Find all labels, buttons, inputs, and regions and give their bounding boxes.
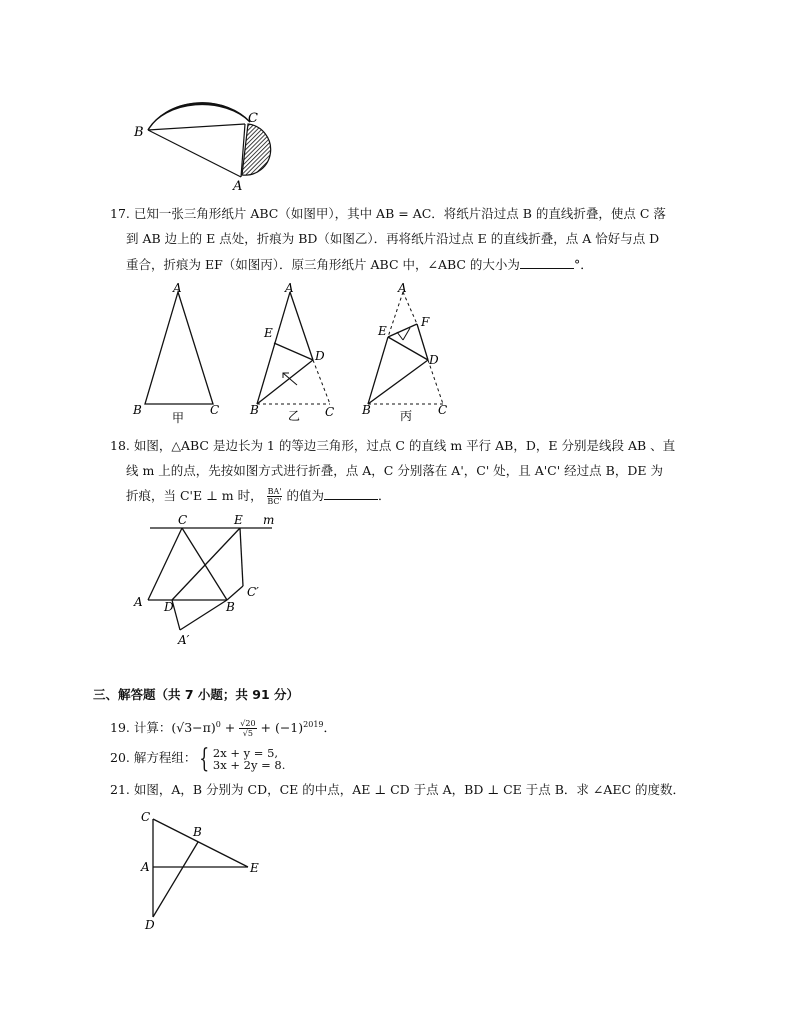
q18-line3 [126,487,391,506]
svg-text:B: B [193,825,202,839]
q19-line [110,716,336,738]
q19-fraction: $\frac{√20}{√5}$ [240,719,256,739]
svg-text:乙: 乙 [288,409,301,423]
q18-line2: 线 m 上的点，先按如图方式进行折叠，点 A，C 分别落在 A'，C' 处，且 A'C' 经过点 B，DE 为 [126,463,663,478]
svg-text:丙: 丙 [400,409,413,423]
q20-line [110,743,286,774]
q20-eq2: 3x + 2y = 8. [212,757,286,772]
svg-text:C: C [438,403,448,417]
q17-line3 [126,256,593,274]
svg-text:E: E [250,861,259,875]
section3-heading: 三、解答题（共 7 小题；共 91 分） [93,687,300,702]
svg-text:D: D [145,918,155,932]
svg-text:A′: A′ [178,633,190,647]
q20-prefix: 20. 解方程组： [110,750,197,765]
q20-eq1: 2x + y = 5, [212,745,279,760]
svg-text:C: C [210,403,220,417]
svg-text:D: D [164,600,174,614]
svg-text:B: B [226,600,235,614]
svg-text:C: C [141,810,151,824]
q18-line3-mid: 的值为 [286,488,324,503]
svg-text:E: E [234,513,243,527]
q18-answer-blank[interactable] [324,487,378,500]
q19-expr2: + (−1) [256,720,304,736]
q19-exp0: 0 [215,720,221,729]
fig18-folding [130,510,280,650]
q17-line1: 17. 已知一张三角形纸片 ABC（如图甲），其中 AB = AC．将纸片沿过点 B 的直线折叠，使点 C 落 [110,206,666,221]
svg-text:A: A [134,595,143,609]
svg-text:m: m [263,513,275,527]
q21-line1: 21. 如图，A，B 分别为 CD，CE 的中点，AE ⊥ CD 于点 A，BD ⊥ CE 于点 B．求 ∠AEC 的度数． [110,782,686,797]
svg-text:F: F [421,315,430,329]
fig16-label-C: C [248,111,258,126]
svg-text:E: E [378,324,387,338]
q19-expr1: (√3−π) [171,720,216,736]
q19-plus: + [220,720,240,736]
fig17-yi [249,281,334,423]
svg-text:B: B [133,403,142,417]
fig16-label-A: A [233,179,243,194]
q20-brace: { [199,743,210,774]
svg-text:D: D [429,353,439,367]
fig16-semicircles [128,80,288,195]
q18-line1: 18. 如图，△ABC 是边长为 1 的等边三角形，过点 C 的直线 m 平行 AB，D，E 分别是线段 AB 、直 [110,438,676,453]
svg-text:B: B [362,403,371,417]
svg-text:甲: 甲 [172,411,185,425]
svg-text:E: E [264,326,273,340]
fig17-bing [361,281,447,423]
q18-fraction: $\frac{BA'}{BC'}$ [267,487,282,506]
svg-text:B: B [250,403,259,417]
svg-text:D: D [315,349,325,363]
q17-line2: 到 AB 边上的 E 点处，折痕为 BD（如图乙）．再将纸片沿过点 E 的直线折叠，点 A 恰好与点 D [126,231,660,246]
svg-text:A: A [173,281,182,295]
q20-system [213,747,285,771]
q18-line3-end: ． [377,488,391,503]
svg-text:C′: C′ [247,585,259,599]
fig21-triangle [135,805,265,935]
q19-suffix: ． [323,720,337,736]
fig17-jia [132,281,219,425]
svg-text:C: C [178,513,188,527]
svg-text:A: A [285,281,294,295]
q18-line3-text: 折痕，当 C'E ⊥ m 时， [126,488,263,503]
svg-text:C: C [325,405,335,419]
q17-line3-text: 重合，折痕为 EF（如图丙）．原三角形纸片 ABC 中，∠ABC 的大小为 [126,257,520,272]
q19-prefix: 19. 计算： [110,720,172,736]
svg-text:A: A [141,860,150,874]
svg-text:A: A [398,281,407,295]
q17-line3-end: °． [573,257,593,272]
q17-answer-blank[interactable] [520,256,574,269]
q19-exp2019: 2019 [303,720,324,729]
fig16-label-B: B [134,125,144,140]
fig17-triangles [125,280,465,425]
